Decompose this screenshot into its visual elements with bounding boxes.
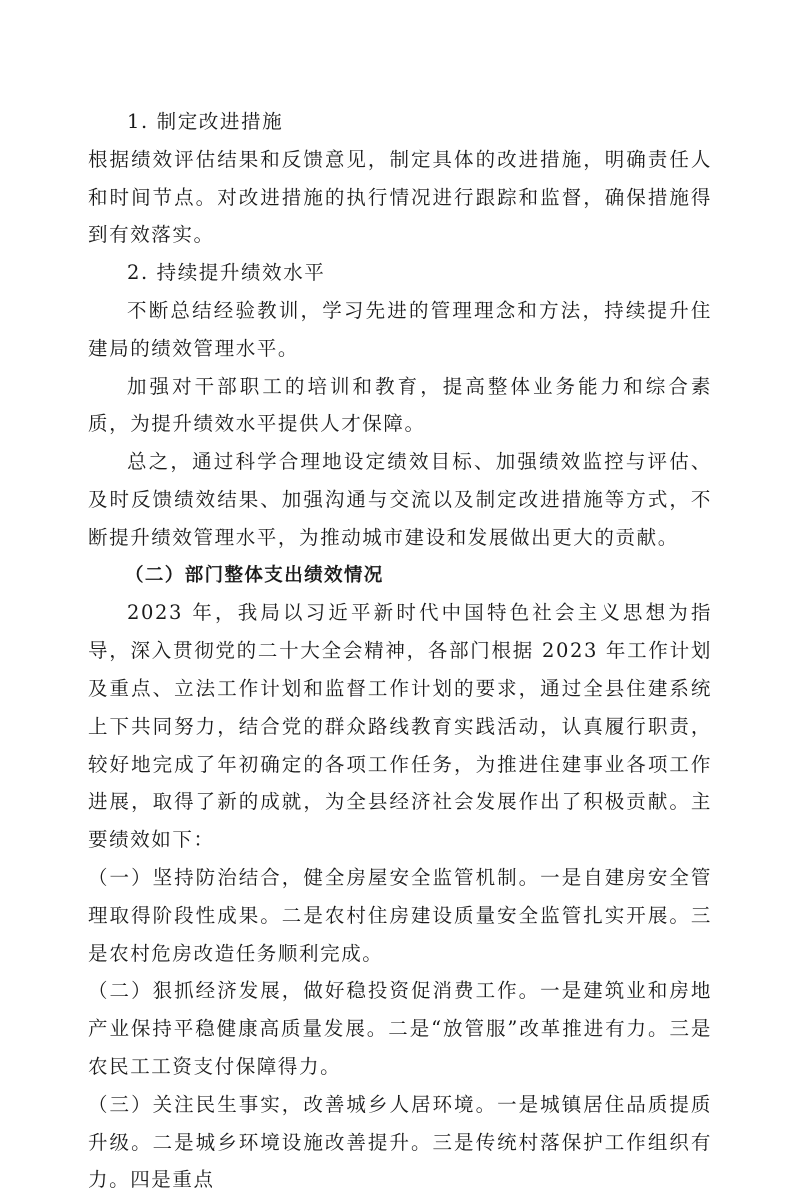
paragraph-staff-training: 加强对干部职工的培训和教育，提高整体业务能力和综合素质，为提升绩效水平提供人才保障。 <box>88 374 712 436</box>
heading-formulate-improvement-measures: 1. 制定改进措施 <box>127 110 284 133</box>
paragraph-conclusion: 总之，通过科学合理地设定绩效目标、加强绩效监控与评估、及时反馈绩效结果、加强沟通与交流以及制定改进措施等方式，不断提升绩效管理水平，为推动城市建设和发展做出更大的贡献。 <box>88 450 712 549</box>
document-body <box>88 103 712 1199</box>
paragraph-item-one-housing-safety: （一）坚持防治结合，健全房屋安全监管机制。一是自建房安全管理取得阶段性成果。二是农村住房建设质量安全监管扎实开展。三是农村危房改造任务顺利完成。 <box>88 865 712 965</box>
paragraph-item-two-economic-development: （二）狠抓经济发展，做好稳投资促消费工作。一是建筑业和房地产业保持平稳健康高质量发展。二是“放管服”改革推进有力。三是农民工工资支付保障得力。 <box>88 979 712 1078</box>
paragraph-summarize-experience: 不断总结经验教训，学习先进的管理理念和方法，持续提升住建局的绩效管理水平。 <box>88 298 712 360</box>
heading-continuous-improvement: 2. 持续提升绩效水平 <box>127 261 326 285</box>
section-heading-department-expenditure: （二）部门整体支出绩效情况 <box>125 564 384 586</box>
paragraph-2023-overview: 2023 年，我局以习近平新时代中国特色社会主义思想为指导，深入贯彻党的二十大全会精神，各部门根据 2023 年工作计划及重点、立法工作计划和监督工作计划的要求，通过全县住建系统上下共同努力，结合党的群众路线教育实践活动，认真履行职责，较好地完成了年初确定的各项工作任务，为推进住建事业各项工作进展，取得了新的成就，为全县经济社会发展作出了积极贡献。主要绩效如下： <box>88 601 712 852</box>
paragraph-improvement-measures: 根据绩效评估结果和反馈意见，制定具体的改进措施，明确责任人和时间节点。对改进措施的执行情况进行跟踪和监督，确保措施得到有效落实。 <box>88 147 712 247</box>
paragraph-item-three-living-environment: （三）关注民生事实，改善城乡人居环境。一是城镇居住品质提质升级。二是城乡环境设施改善提升。三是传统村落保护工作组织有力。四是重点 <box>88 1092 712 1192</box>
